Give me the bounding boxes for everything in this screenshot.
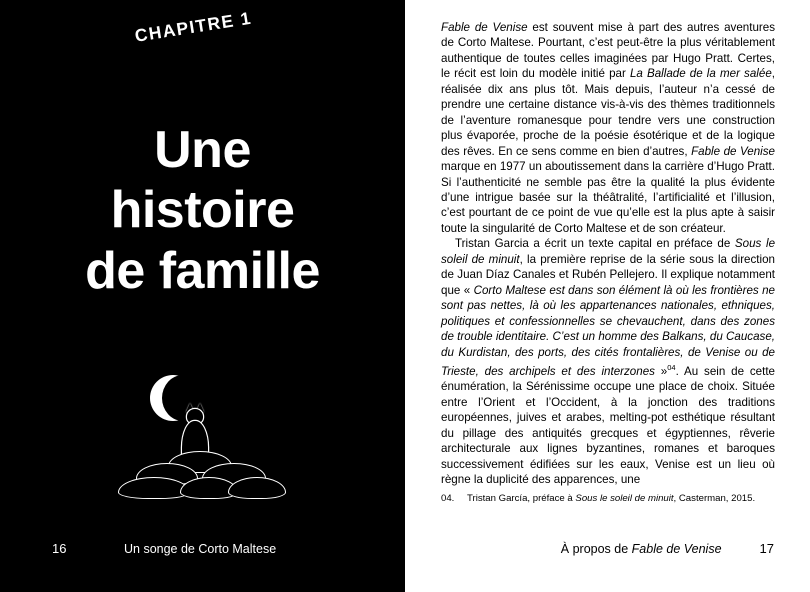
left-folio: 16: [52, 541, 67, 556]
body-text: [441, 20, 775, 487]
chapter-title-line-2: histoire: [110, 181, 295, 240]
left-running-head: Un songe de Corto Maltese: [124, 542, 277, 556]
right-folio: 17: [759, 541, 774, 556]
right-page: [405, 0, 810, 592]
left-page-footer: [52, 541, 365, 556]
chapter-title-line-1: Une: [154, 121, 251, 179]
chapter-title-line-3: de famille: [85, 241, 320, 300]
rock: [228, 477, 286, 499]
rocks-group: [118, 451, 286, 501]
footnote-number: 04.: [441, 493, 455, 504]
right-running-head: [561, 542, 722, 556]
right-running-head-title: Fable de Venise: [631, 542, 722, 556]
chapter-label: CHAPITRE 1: [133, 7, 254, 46]
footnote: [441, 493, 767, 505]
right-page-footer: [441, 541, 774, 556]
chapter-title: [0, 120, 405, 301]
footnote-text: Tristan García, préface à Sous le soleil de minuit, Casterman, 2015.: [467, 493, 756, 504]
paragraph-2: Tristan Garcia a écrit un texte capital en préface de Sous le soleil de minuit, la première reprise de la série sous la direction de Juan Díaz Canales et Rubén Pellejero. Il explique notamment que « Corto Maltese est dans son élément là où les frontières ne sont pas nettes, là où les appartenances nationales, ethniques, politiques et confessionnelles se chevauchent, dans des zones de trouble identitaire. C’est un homme des Balkans, du Caucase, du Kurdistan, des ports, des cités frontalières, de Venise ou de Trieste, des archipels et des interzones »$^{04}$. Au sein de cette énumération, la Sérénissime occupe une place de choix. Située entre l’Orient et l’Occident, à la jonction des traditions européennes, juives et arabes, melting-pot esthétique résultant du pillage des antiquités grecques et égyptiennes, rêverie architecturale aux lignes byzantines, romanes et baroques successivement édifiées sur les eaux, Venise est un lieu où règne la duplicité des apparences, une: [441, 237, 776, 486]
cat-under-moon-illustration: [0, 355, 405, 515]
right-running-head-plain: À propos de: [560, 542, 632, 556]
paragraph-1: Fable de Venise est souvent mise à part des autres aventures de Corto Maltese. Pourtant, c’est peut-être la plus véritablement authentique de toutes celles imaginées par Hugo Pratt. Certes, le récit est loin du modèle initié par La Ballade de la mer salée, réalisée dix ans plus tôt. Mais depuis, l’auteur n’a cessé de prendre une certaine distance vis-à-vis des thèmes traditionnels de l’aventure romanesque pour tendre vers une construction plus évaporée, proche de la poésie ésotérique et de la logique des rêves. En ce sens comme en bien d’autres, Fable de Venise marque en 1977 un aboutissement dans la carrière d’Hugo Pratt. Si l’authenticité ne semble pas être la qualité la plus évidente d’une intrigue basée sur la théâtralité, l’artificialité et l’illusion, c’est pourtant de ce point de vue qu’elle est la plus apte à saisir toute la singularité de Corto Maltese et de son créateur.: [441, 21, 776, 235]
